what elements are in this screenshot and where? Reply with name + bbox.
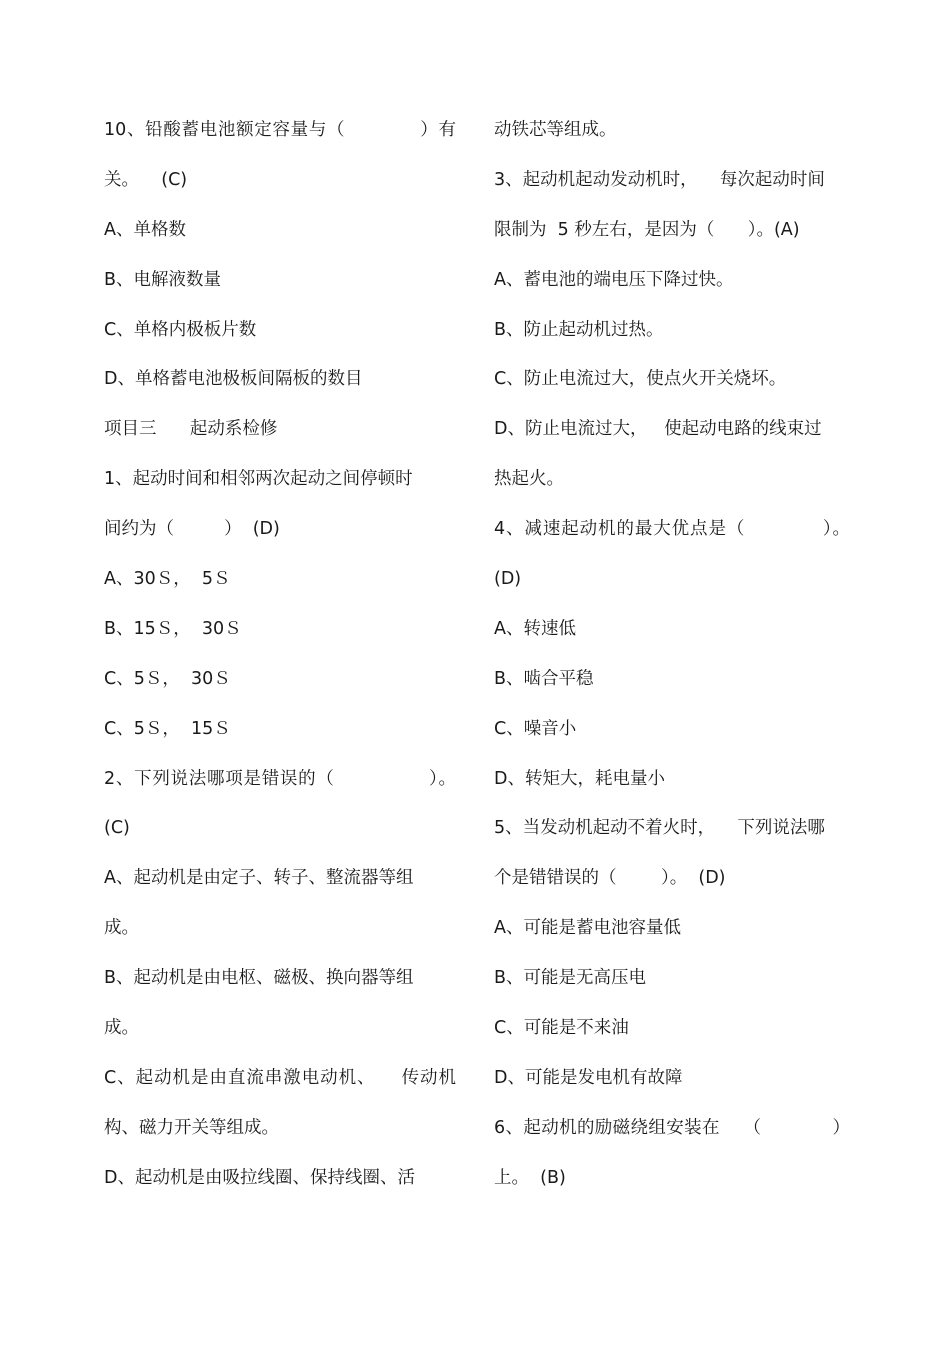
text-line: C、5Ｓ， 15Ｓ [104,718,231,739]
text-line: (C) [104,818,130,839]
text-line: B、啮合平稳 [494,668,594,689]
text-line: A、单格数 [104,219,186,240]
text-line: A、可能是蓄电池容量低 [494,918,681,939]
text-line: C、防止电流过大，使点火开关烧坏。 [494,369,787,390]
text-line: B、起动机是由电枢、磁极、换向器等组 [104,968,414,989]
text-line: 关。 (C) [104,169,188,190]
text-line: D、可能是发电机有故障 [494,1067,683,1088]
text-line: C、单格内极板片数 [104,319,257,340]
text-line: 限制为 5 秒左右，是因为（ ）。(A) [494,219,800,240]
text-line: 成。 [104,1018,139,1039]
text-line: 上。 (B) [494,1167,566,1188]
text-line: A、转速低 [494,618,576,639]
text-line: 项目三 起动系检修 [104,419,278,440]
text-line: C、噪音小 [494,718,577,739]
text-line: A、蓄电池的端电压下降过快。 [494,269,734,290]
text-line: D、单格蓄电池极板间隔板的数目 [104,369,363,390]
text-line: 动铁芯等组成。 [494,120,617,140]
text-line: 成。 [104,918,139,939]
text-line: 6、起动机的励磁绕组安装在 （ ） [494,1117,850,1138]
text-line: A、30Ｓ， 5Ｓ [104,569,231,590]
text-line: D、起动机是由吸拉线圈、保持线圈、活 [104,1167,415,1188]
text-line: 4、减速起动机的最大优点是（ ）。 [494,519,850,540]
text-line: A、起动机是由定子、转子、整流器等组 [104,868,414,889]
text-line: 1、起动时间和相邻两次起动之间停顿时 [104,469,413,490]
text-line: B、防止起动机过热。 [494,319,664,340]
text-line: C、5Ｓ， 30Ｓ [104,668,231,689]
text-line: B、15Ｓ， 30Ｓ [104,618,242,639]
text-line: B、可能是无高压电 [494,968,647,989]
text-line: 10、铅酸蓄电池额定容量与（ ）有 [104,120,456,140]
text-line: C、起动机是由直流串激电动机、 传动机 [104,1067,456,1088]
text-line: B、电解液数量 [104,269,222,290]
text-line: 个是错错误的（ ）。 (D) [494,868,726,889]
text-line: D、转矩大，耗电量小 [494,768,665,789]
text-line: C、可能是不来油 [494,1018,629,1039]
right-column [494,106,850,1204]
text-line: 热起火。 [494,469,564,490]
text-line: (D) [494,569,522,590]
text-line: 构、磁力开关等组成。 [104,1117,279,1138]
text-line: 5、当发动机起动不着火时， 下列说法哪 [494,818,825,839]
left-column [104,106,456,1204]
text-line: 间约为（ ） (D) [104,519,280,540]
text-line: D、防止电流过大， 使起动电路的线束过 [494,419,822,440]
text-line: 3、起动机起动发动机时， 每次起动时间 [494,169,825,190]
text-line: 2、下列说法哪项是错误的（ ）。 [104,768,456,789]
